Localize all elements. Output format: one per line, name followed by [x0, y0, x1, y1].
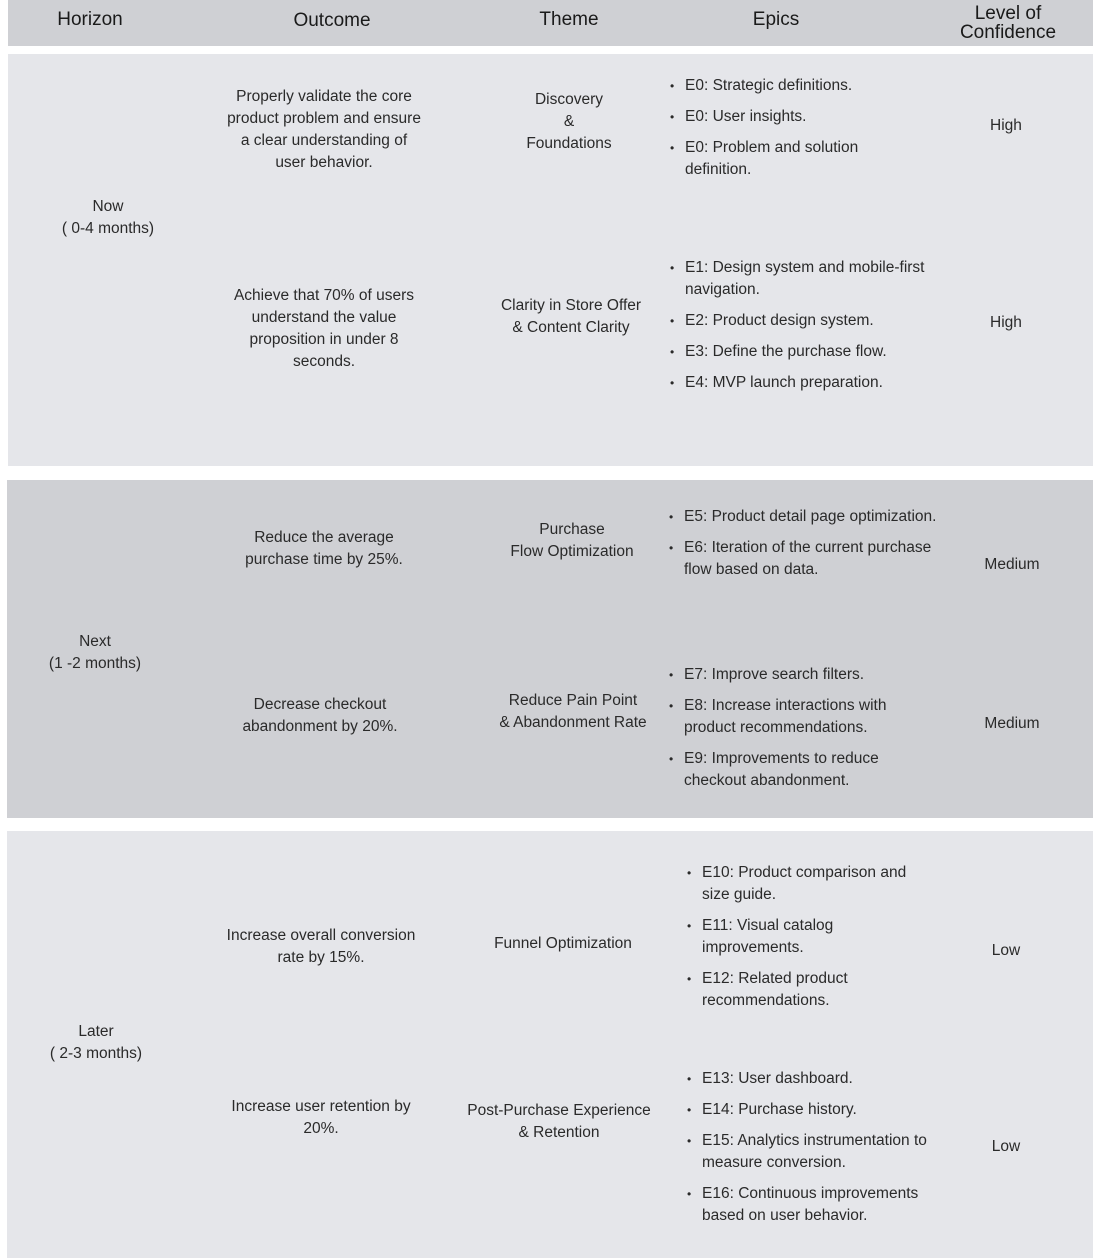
- epic-item: • E13: User dashboard.: [687, 1068, 957, 1090]
- epic-item: • E0: Problem and solution definition.: [670, 137, 900, 181]
- epic-item: • E16: Continuous improvements based on user behavior.: [687, 1183, 957, 1227]
- epic-item: • E9: Improvements to reduce checkout abandonment.: [669, 748, 919, 792]
- epic-item: • E1: Design system and mobile-first navigation.: [670, 257, 945, 301]
- header-confidence: [938, 4, 1078, 42]
- epic-item: • E2: Product design system.: [670, 310, 945, 332]
- epic-item: • E3: Define the purchase flow.: [670, 341, 945, 363]
- horizon-next: [30, 631, 160, 675]
- horizon-now: [40, 196, 176, 240]
- confidence-cell: Low: [991, 1138, 1021, 1155]
- outcome-cell: Decrease checkout abandonment by 20%.: [242, 696, 398, 735]
- horizon-label: Next: [79, 633, 111, 650]
- header-theme: Theme: [539, 9, 599, 30]
- theme-line: Discovery: [534, 91, 604, 108]
- epic-item: • E6: Iteration of the current purchase flow based on data.: [669, 537, 959, 581]
- theme-cell: [478, 933, 648, 955]
- horizon-range: ( 0-4 months): [61, 220, 155, 237]
- theme-line: & Content Clarity: [512, 319, 630, 336]
- theme-line: Foundations: [526, 135, 612, 152]
- theme-line: Purchase: [539, 521, 605, 538]
- outcome-cell: Increase user retention by 20%.: [231, 1098, 411, 1137]
- horizon-label: Now: [92, 198, 124, 215]
- theme-line: Funnel Optimization: [494, 935, 632, 952]
- theme-cell: [492, 519, 652, 563]
- epic-item: • E15: Analytics instrumentation to measure conversion.: [687, 1130, 957, 1174]
- epics-list: [670, 75, 900, 190]
- epics-list: [687, 1068, 957, 1236]
- epics-list: [669, 506, 959, 590]
- theme-line: Clarity in Store Offer: [500, 297, 642, 314]
- theme-cell: [494, 89, 644, 155]
- epic-item: • E4: MVP launch preparation.: [670, 372, 945, 394]
- confidence-cell: Medium: [984, 715, 1040, 732]
- epic-item: • E14: Purchase history.: [687, 1099, 957, 1121]
- outcome-cell: Reduce the average purchase time by 25%.: [245, 529, 403, 568]
- epic-item: • E12: Related product recommendations.: [687, 968, 927, 1012]
- theme-line: & Abandonment Rate: [499, 714, 647, 731]
- theme-cell: [452, 1100, 666, 1144]
- horizon-label: Later: [78, 1023, 114, 1040]
- confidence-cell: Medium: [984, 556, 1040, 573]
- theme-cell: [486, 295, 656, 339]
- horizon-later: [30, 1021, 162, 1065]
- header-confidence-line1: Level of: [974, 3, 1042, 24]
- epics-list: [670, 257, 945, 403]
- epic-item: • E7: Improve search filters.: [669, 664, 919, 686]
- theme-line: & Retention: [518, 1124, 600, 1141]
- theme-line: Flow Optimization: [510, 543, 634, 560]
- theme-line: Post-Purchase Experience: [467, 1102, 651, 1119]
- header-horizon: Horizon: [57, 9, 123, 30]
- confidence-cell: High: [990, 314, 1022, 331]
- epic-item: • E8: Increase interactions with product recommendations.: [669, 695, 919, 739]
- epics-list: [687, 862, 927, 1021]
- outcome-cell: Achieve that 70% of users understand the value proposition in under 8 seconds.: [233, 287, 415, 370]
- confidence-cell: Low: [991, 942, 1021, 959]
- theme-line: &: [563, 113, 575, 130]
- header-confidence-line2: Confidence: [959, 22, 1057, 43]
- outcome-cell: Increase overall conversion rate by 15%.: [226, 927, 416, 966]
- epic-item: • E10: Product comparison and size guide.: [687, 862, 927, 906]
- theme-line: Reduce Pain Point: [508, 692, 638, 709]
- horizon-range: (1 -2 months): [48, 655, 142, 672]
- theme-cell: [488, 690, 658, 734]
- confidence-cell: High: [990, 117, 1022, 134]
- header-epics: Epics: [752, 9, 800, 30]
- epics-list: [669, 664, 919, 801]
- header-outcome: Outcome: [293, 10, 371, 31]
- epic-item: • E0: User insights.: [670, 106, 900, 128]
- outcome-cell: Properly validate the core product problem and ensure a clear understanding of user behavior.: [227, 88, 421, 171]
- epic-item: • E5: Product detail page optimization.: [669, 506, 959, 528]
- horizon-range: ( 2-3 months): [49, 1045, 143, 1062]
- epic-item: • E11: Visual catalog improvements.: [687, 915, 927, 959]
- epic-item: • E0: Strategic definitions.: [670, 75, 900, 97]
